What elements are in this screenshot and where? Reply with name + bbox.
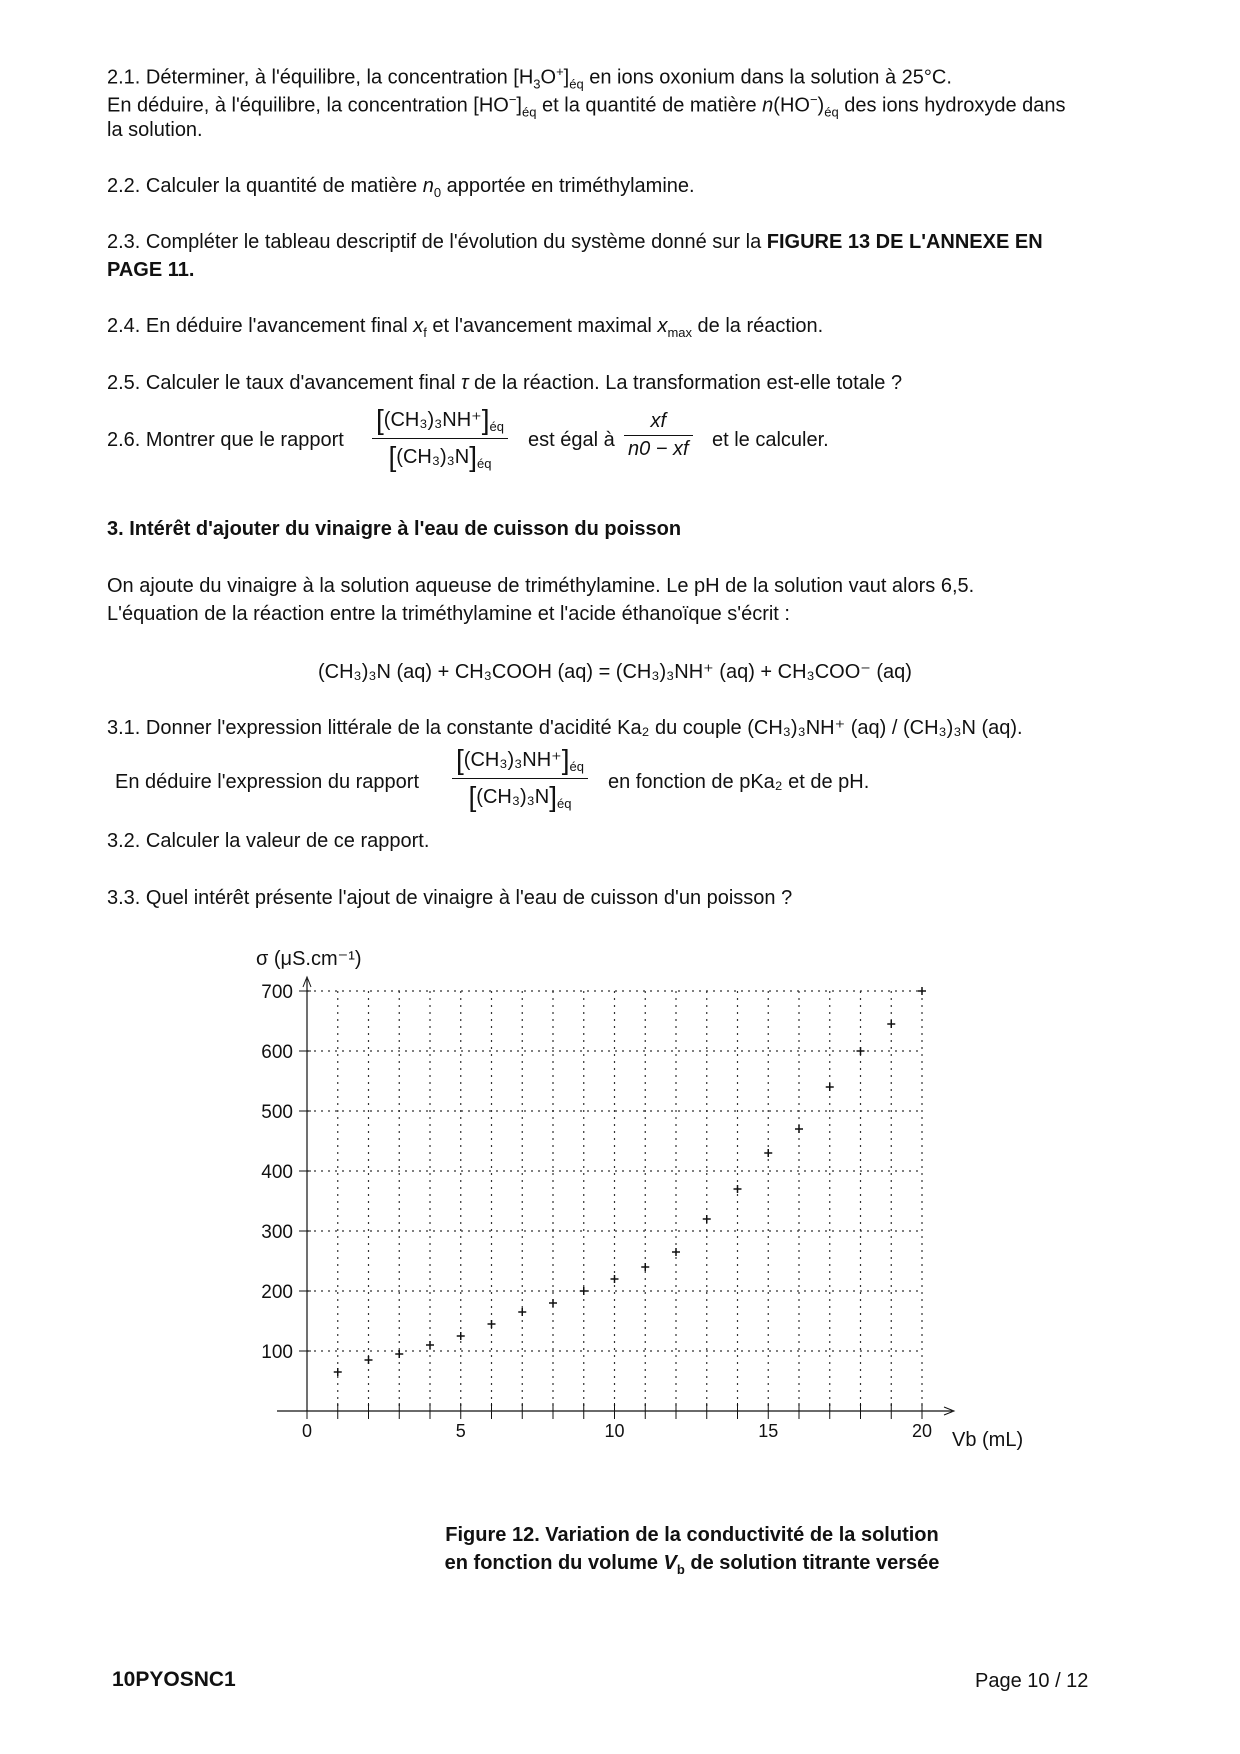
question-2-5: 2.5. Calculer le taux d'avancement final τ de la réaction. La transformation est-elle totale ? (107, 372, 903, 394)
question-2-3-line2: PAGE 11. (107, 259, 195, 281)
question-3-1-end: en fonction de pKa₂ et de pH. (608, 771, 870, 793)
y-tick-label: 300 (261, 1222, 293, 1243)
question-2-6-label: 2.6. Montrer que le rapport (107, 429, 344, 451)
x-tick-label: 20 (911, 1421, 933, 1441)
xf-fraction: xf n0 − xf (624, 410, 693, 461)
data-point (518, 1308, 526, 1316)
data-point (795, 1125, 803, 1133)
question-2-1-line3: la solution. (107, 119, 203, 141)
chart-axes (277, 977, 954, 1415)
chart-points (334, 987, 926, 1376)
question-2-1-line1: 2.1. Déterminer, à l'équilibre, la concentration $[H_3O^+]_{éq}$ en ions oxonium dans la solution à 25°C. (107, 64, 952, 92)
y-tick-label: 600 (261, 1042, 293, 1063)
question-2-3-line1: 2.3. Compléter le tableau descriptif de l'évolution du système donné sur la FIGURE 13 DE L'ANNEXE EN (107, 231, 1043, 253)
y-tick-label: 100 (261, 1342, 293, 1363)
question-2-4: 2.4. En déduire l'avancement final $x_f$ et l'avancement maximal $x_{max}$ de la réaction. (107, 315, 824, 340)
chart-y-axis-label: σ (μS.cm⁻¹) (256, 948, 362, 970)
section-3-title: 3. Intérêt d'ajouter du vinaigre à l'eau de cuisson du poisson (107, 518, 682, 540)
reaction-equation: (CH₃)₃N (aq) + CH₃COOH (aq) = (CH₃)₃NH⁺ (aq) + CH₃COO⁻ (aq) (318, 661, 912, 683)
data-point (580, 1287, 588, 1295)
ratio-fraction-3-1: $[(CH_3)_3NH^+]_{éq}$ $[(CH_3)_3N]_{éq}$ (452, 744, 588, 813)
data-point (488, 1320, 496, 1328)
data-point (764, 1149, 772, 1157)
question-2-2: 2.2. Calculer la quantité de matière $n_0$ apportée en triméthylamine. (107, 175, 695, 200)
question-2-1-line2: En déduire, à l'équilibre, la concentration $[HO^-]_{éq}$ et la quantité de matière $n(HO^-)_{éq}$ des ions hydroxyde dans (107, 92, 1066, 120)
question-3-1-label: En déduire l'expression du rapport (115, 771, 420, 793)
question-2-6-end: et le calculer. (712, 429, 829, 451)
document-code: 10PYOSNC1 (112, 1668, 236, 1691)
data-point (857, 1047, 865, 1055)
question-3-2: 3.2. Calculer la valeur de ce rapport. (107, 830, 430, 852)
y-tick-label: 700 (261, 982, 293, 1003)
data-point (826, 1083, 834, 1091)
x-tick-label: 5 (455, 1421, 466, 1441)
chart-ticks (261, 982, 932, 1441)
data-point (887, 1020, 895, 1028)
data-point (549, 1299, 557, 1307)
y-tick-label: 200 (261, 1282, 293, 1303)
page-number: Page 10 / 12 (975, 1670, 1089, 1692)
data-point (457, 1332, 465, 1340)
chart-grid (307, 991, 922, 1411)
data-point (365, 1356, 373, 1364)
x-tick-label: 10 (604, 1421, 625, 1441)
x-tick-label: 15 (758, 1421, 779, 1441)
data-point (395, 1350, 403, 1358)
data-point (611, 1275, 619, 1283)
question-3-1-line1: 3.1. Donner l'expression littérale de la constante d'acidité Ka₂ du couple (CH₃)₃NH⁺ (aq) / (CH₃)₃N (aq). (107, 717, 1023, 739)
data-point (918, 987, 926, 995)
question-2-6-middle: est égal à (528, 429, 615, 451)
data-point (426, 1341, 434, 1349)
section-3-paragraph-2: L'équation de la réaction entre la triméthylamine et l'acide éthanoïque s'écrit : (107, 603, 790, 625)
figure-caption-line1: Figure 12. Variation de la conductivité de la solution (445, 1524, 939, 1546)
data-point (703, 1215, 711, 1223)
figure-caption-line2: en fonction du volume $V_b$ de solution titrante versée (444, 1552, 940, 1577)
data-point (334, 1368, 342, 1376)
chart-x-axis-label: Vb (mL) (952, 1429, 1024, 1451)
section-3-paragraph-1: On ajoute du vinaigre à la solution aqueuse de triméthylamine. Le pH de la solution vaut alors 6,5. (107, 575, 975, 597)
data-point (672, 1248, 680, 1256)
data-point (641, 1263, 649, 1271)
y-tick-label: 500 (261, 1102, 293, 1123)
x-tick-label: 0 (301, 1421, 313, 1441)
ratio-fraction-2-6: $[(CH_3)_3NH^+]_{éq}$ $[(CH_3)_3N]_{éq}$ (372, 404, 508, 473)
data-point (734, 1185, 742, 1193)
question-3-3: 3.3. Quel intérêt présente l'ajout de vinaigre à l'eau de cuisson d'un poisson ? (107, 887, 793, 909)
y-tick-label: 400 (261, 1162, 293, 1183)
